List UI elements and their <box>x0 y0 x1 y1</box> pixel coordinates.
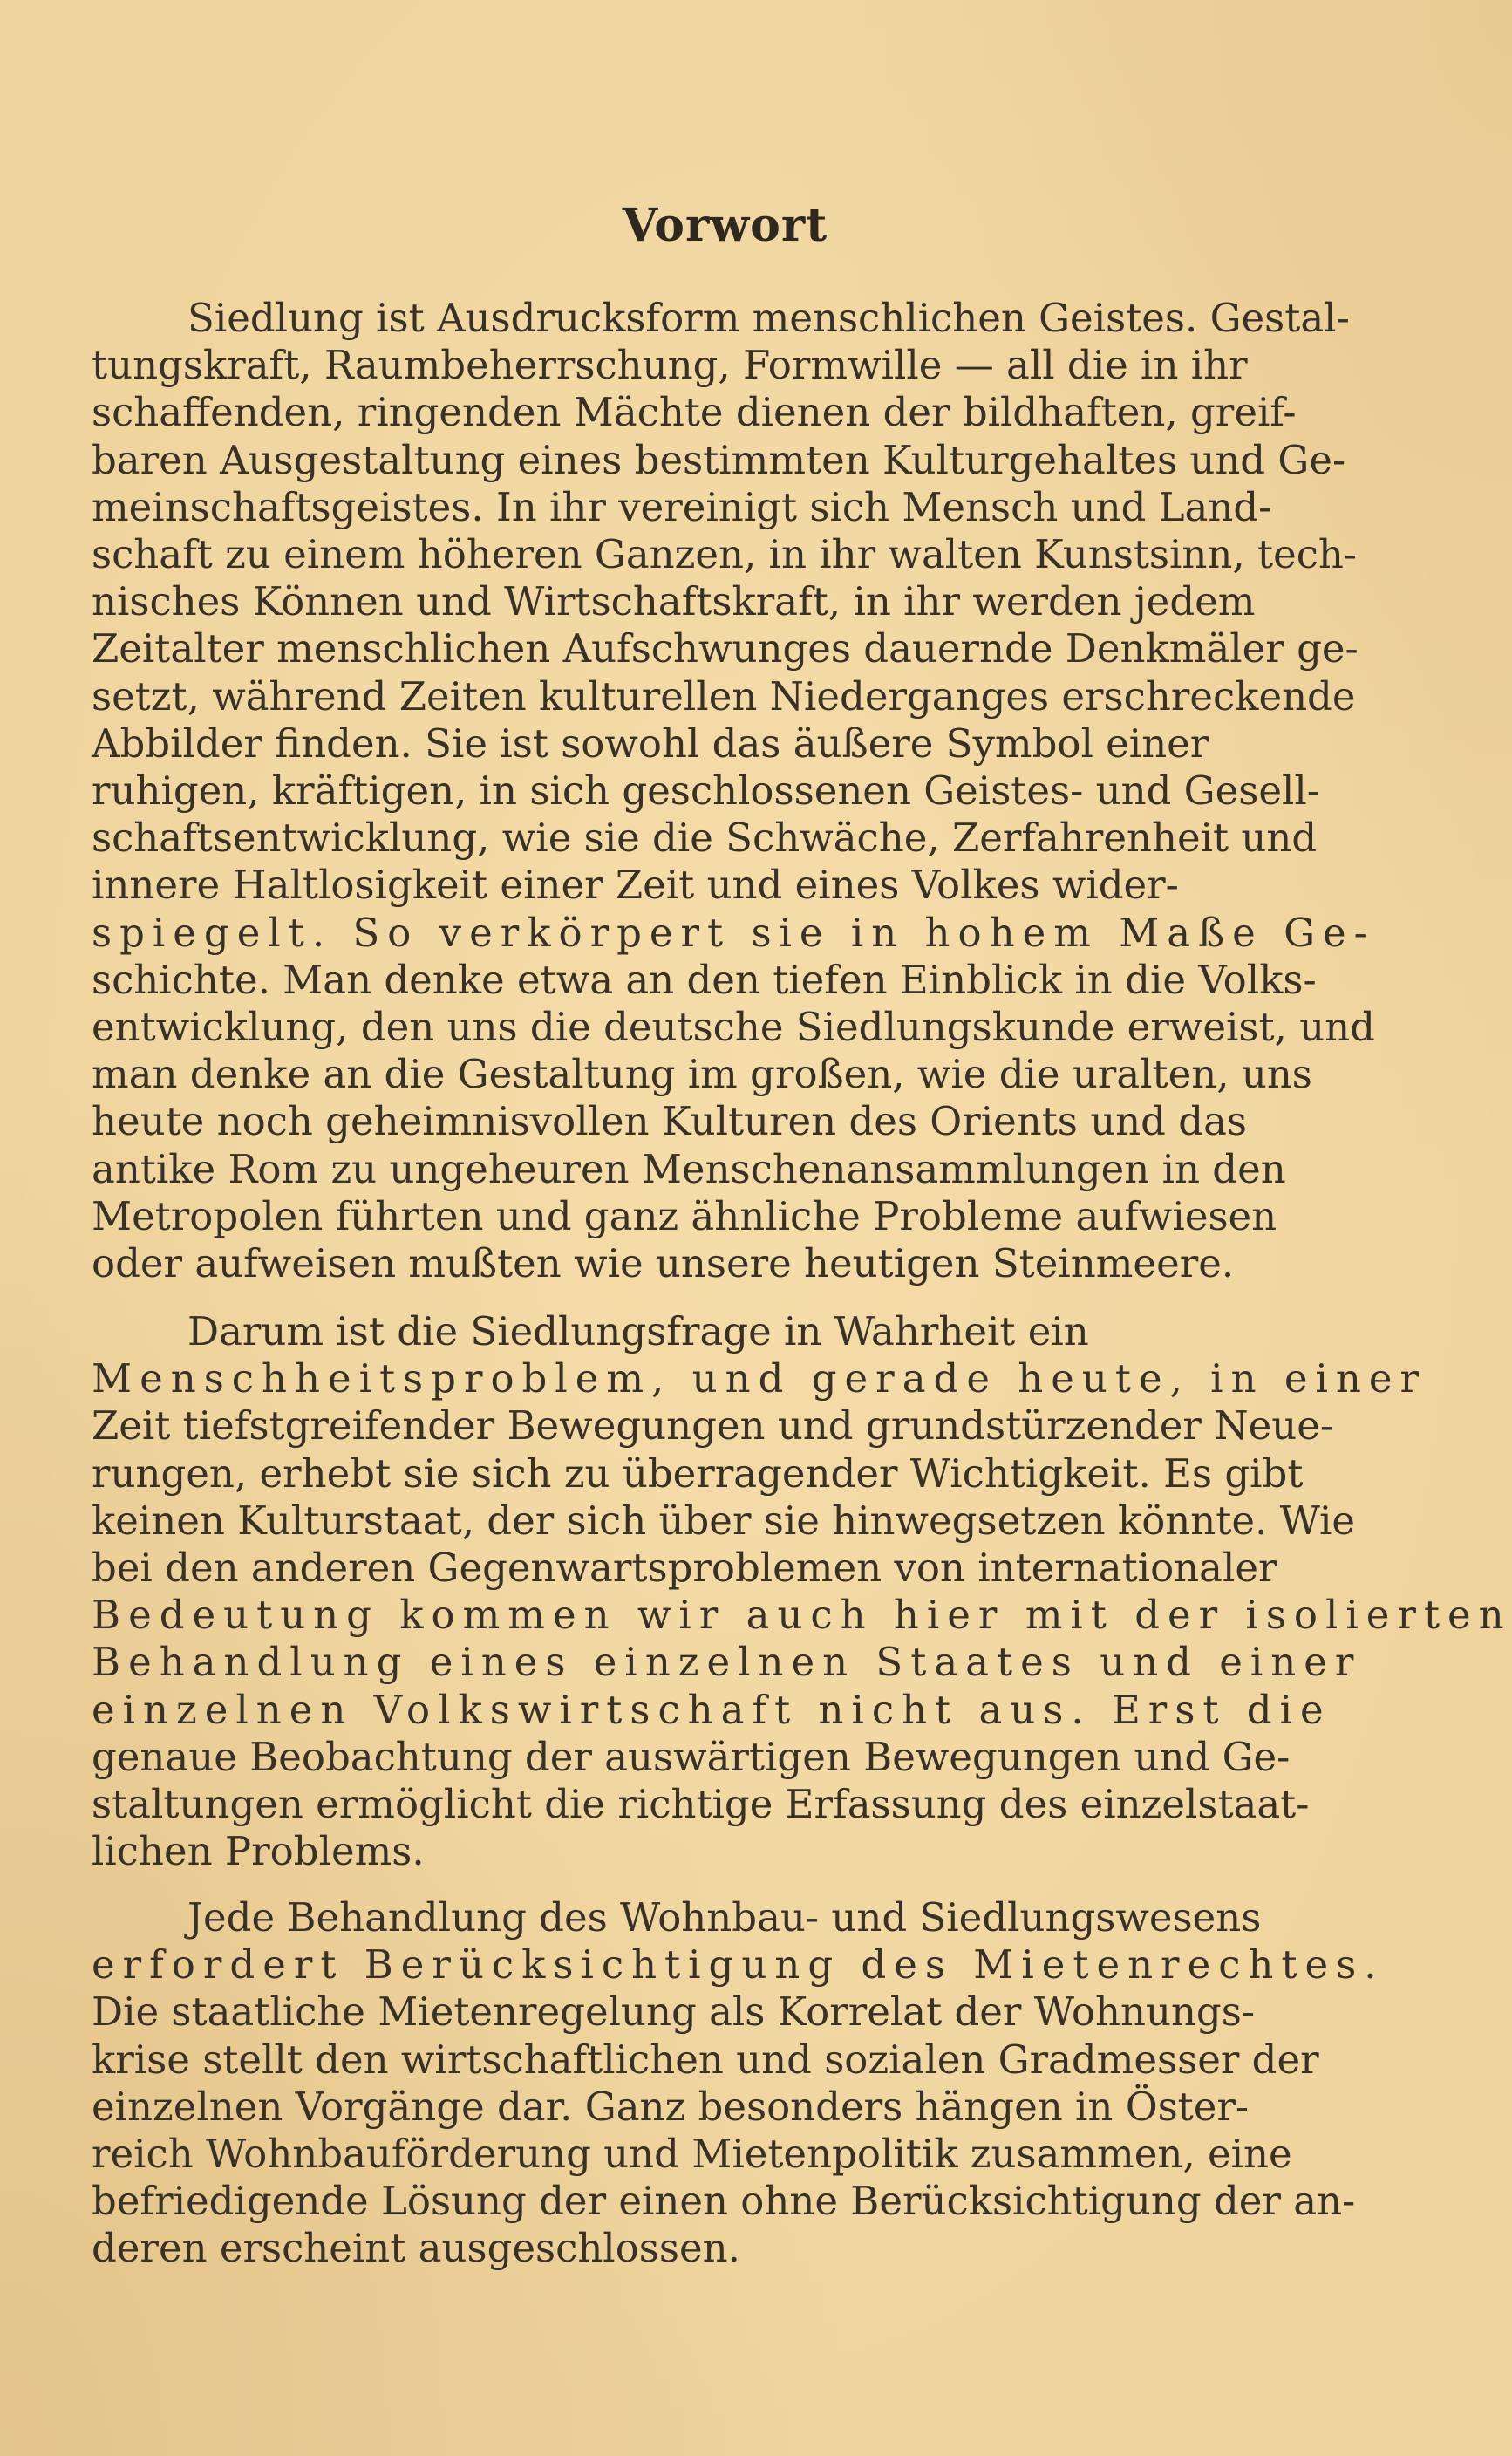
text-line: einzelnen Volkswirtschaft nicht aus. Erst die <box>92 1686 1332 1733</box>
text-line: reich Wohnbauförderung und Mietenpolitik zusammen, eine <box>92 2131 1292 2178</box>
paragraph-3 <box>92 1894 1385 2273</box>
text-line: deren erscheint ausgeschlossen. <box>92 2225 740 2272</box>
text-line: Bedeutung kommen wir auch hier mit der isolierten <box>92 1592 1512 1639</box>
paragraph-2 <box>92 1308 1512 1875</box>
text-line: staltungen ermöglicht die richtige Erfassung des einzelstaat- <box>92 1781 1310 1828</box>
text-line: Darum ist die Siedlungsfrage in Wahrheit ein <box>187 1308 1089 1354</box>
text-line: ruhigen, kräftigen, in sich geschlossenen Geistes- und Gesell- <box>92 768 1320 815</box>
text-line: keinen Kulturstaat, der sich über sie hinwegsetzen könnte. Wie <box>92 1497 1356 1544</box>
text-line: man denke an die Gestaltung im großen, wie die uralten, uns <box>92 1051 1312 1098</box>
text-line: Metropolen führten und ganz ähnliche Probleme aufwiesen <box>92 1192 1277 1239</box>
text-line: Die staatliche Mietenregelung als Korrelat der Wohnungs- <box>92 1989 1256 2036</box>
text-line: rungen, erhebt sie sich zu überragender Wichtigkeit. Es gibt <box>92 1450 1304 1497</box>
text-line: Zeitalter menschlichen Aufschwunges dauernde Denkmäler ge- <box>92 625 1359 672</box>
text-line: einzelnen Vorgänge dar. Ganz besonders hängen in Öster- <box>92 2083 1250 2130</box>
text-line: oder aufweisen mußten wie unsere heutigen Steinmeere. <box>92 1240 1235 1287</box>
text-line: schaft zu einem höheren Ganzen, in ihr walten Kunstsinn, tech- <box>92 531 1358 578</box>
text-line: krise stellt den wirtschaftlichen und sozialen Gradmesser der <box>92 2036 1319 2083</box>
text-line: Jede Behandlung des Wohnbau- und Siedlungswesens <box>187 1894 1262 1941</box>
text-line: spiegelt. So verkörpert sie in hohem Maße Ge- <box>92 909 1375 956</box>
text-line: meinschaftsgeistes. In ihr vereinigt sich Mensch und Land- <box>92 483 1272 530</box>
text-line: schichte. Man denke etwa an den tiefen Einblick in die Volks- <box>92 956 1317 1003</box>
page-title: Vorwort <box>622 199 828 252</box>
text-line: Zeit tiefstgreifender Bewegungen und grundstürzender Neue- <box>92 1402 1334 1450</box>
text-line: antike Rom zu ungeheuren Menschenansammlungen in den <box>92 1145 1286 1192</box>
paragraph-1 <box>92 295 1375 1287</box>
text-line: schaftsentwicklung, wie sie die Schwäche, Zerfahrenheit und <box>92 815 1318 862</box>
text-line: genaue Beobachtung der auswärtigen Bewegungen und Ge- <box>92 1733 1291 1780</box>
text-line: tungskraft, Raumbeherrschung, Formwille — all die in ihr <box>92 342 1248 389</box>
text-line: nisches Können und Wirtschaftskraft, in ihr werden jedem <box>92 578 1256 625</box>
text-line: schaffenden, ringenden Mächte dienen der bildhaften, greif- <box>92 389 1297 436</box>
text-line: erfordert Berücksichtigung des Mietenrechtes. <box>92 1941 1385 1989</box>
text-line: lichen Problems. <box>92 1828 425 1875</box>
text-line: heute noch geheimnisvollen Kulturen des Orients und das <box>92 1098 1247 1145</box>
text-line: baren Ausgestaltung eines bestimmten Kulturgehaltes und Ge- <box>92 436 1346 483</box>
text-line: Siedlung ist Ausdrucksform menschlichen Geistes. Gestal- <box>187 295 1350 341</box>
text-line: bei den anderen Gegenwartsproblemen von internationaler <box>92 1545 1277 1592</box>
text-line: innere Haltlosigkeit einer Zeit und eines Volkes wider- <box>92 862 1179 909</box>
text-line: setzt, während Zeiten kulturellen Niederganges erschreckende <box>92 672 1356 720</box>
text-line: Menschheitsproblem, und gerade heute, in einer <box>92 1355 1427 1402</box>
text-line: Behandlung eines einzelnen Staates und einer <box>92 1639 1362 1686</box>
text-line: entwicklung, den uns die deutsche Siedlungskunde erweist, und <box>92 1004 1375 1051</box>
text-line: Abbilder finden. Sie ist sowohl das äußere Symbol einer <box>92 720 1209 767</box>
text-line: befriedigende Lösung der einen ohne Berücksichtigung der an- <box>92 2178 1356 2225</box>
